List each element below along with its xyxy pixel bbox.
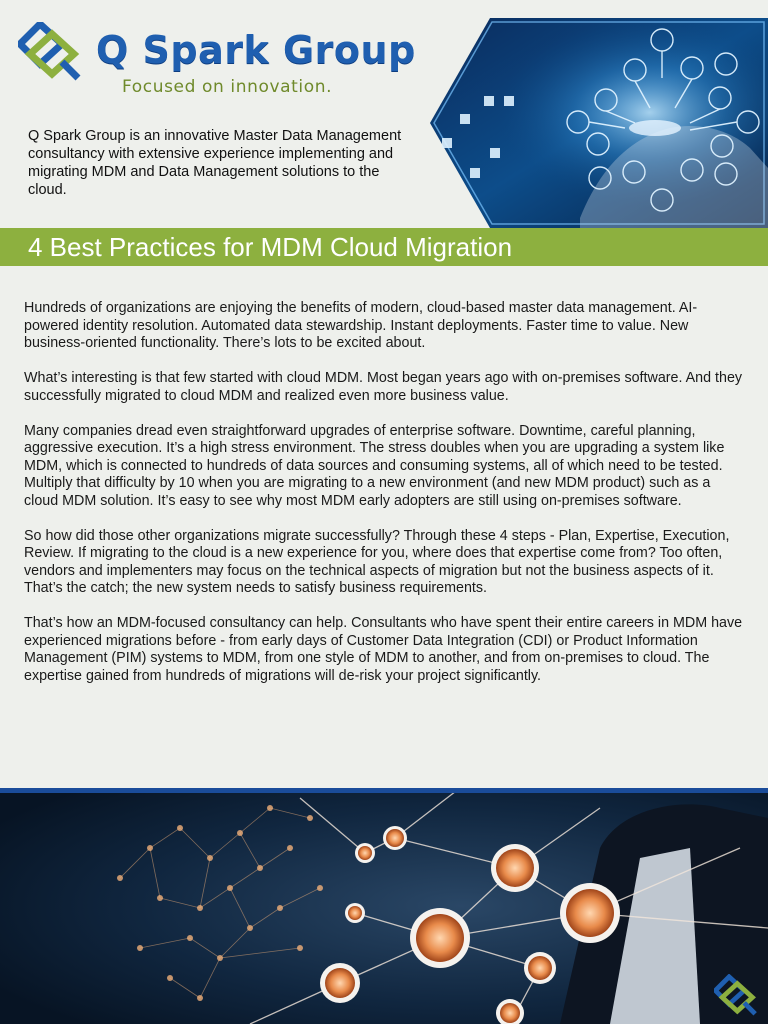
footer-image <box>0 788 768 1024</box>
paragraph: What’s interesting is that few started with cloud MDM. Most began years ago with on-premises software. And they successfully migrated to cloud MDM and realized even more business value. <box>24 370 743 404</box>
paragraph: Hundreds of organizations are enjoying the benefits of modern, cloud-based master data management. AI-powered identity resolution. Automated data stewardship. Instant deployments. Faster time to value. New business-oriented functionality. There’s lots to be excited about. <box>24 300 698 351</box>
brand-tagline: Focused on innovation. <box>122 77 333 97</box>
title-bar <box>0 228 768 266</box>
paragraph: So how did those other organizations migrate successfully? Through these 4 steps - Plan, Expertise, Execution, Review. If migrating to the cloud is a new experience for you, where does that expertise come from? Too often, vendors and implementers may focus on the technical aspects of migration but not the business aspects of it. That’s the catch; the new system needs to satisfy business requirements. <box>24 527 730 596</box>
brand-name: Q Spark Group <box>96 28 416 72</box>
paragraph: Many companies dread even straightforward upgrades of enterprise software. Downtime, careful planning, aggressive execution. It’s a high stress environment. The stress doubles when you are upgrading a system like MDM, which is connected to hundreds of data sources and consuming systems, all of which need to be tested. Multiply that difficulty by 10 when you are migrating to a new environment (and new MDM product) such as a cloud MDM solution. It’s easy to see why most MDM early adopters are still using on-premises software. <box>24 422 725 509</box>
network-illustration <box>0 788 768 1024</box>
logo-diamond-icon <box>18 22 88 82</box>
logo-diamond-icon <box>714 974 762 1018</box>
paragraph: That’s how an MDM-focused consultancy can help. Consultants who have spent their entire careers in MDM have experienced migrations before - from early days of Customer Data Integration (CDI) or Product Information Management (PIM) systems to MDM, from one style of MDM to another, and from on-premises to cloud. The expertise gained from hundreds of migrations will de-risk your project significantly. <box>24 615 743 684</box>
page-title: 4 Best Practices for MDM Cloud Migration <box>28 232 513 262</box>
hero-image <box>430 18 768 228</box>
header <box>0 0 768 226</box>
intro-text: Q Spark Group is an innovative Master Data Management consultancy with extensive experience implementing and migrating MDM and Data Management solutions to the cloud. <box>28 128 402 198</box>
footer-divider <box>0 788 768 793</box>
article-body <box>24 300 744 703</box>
